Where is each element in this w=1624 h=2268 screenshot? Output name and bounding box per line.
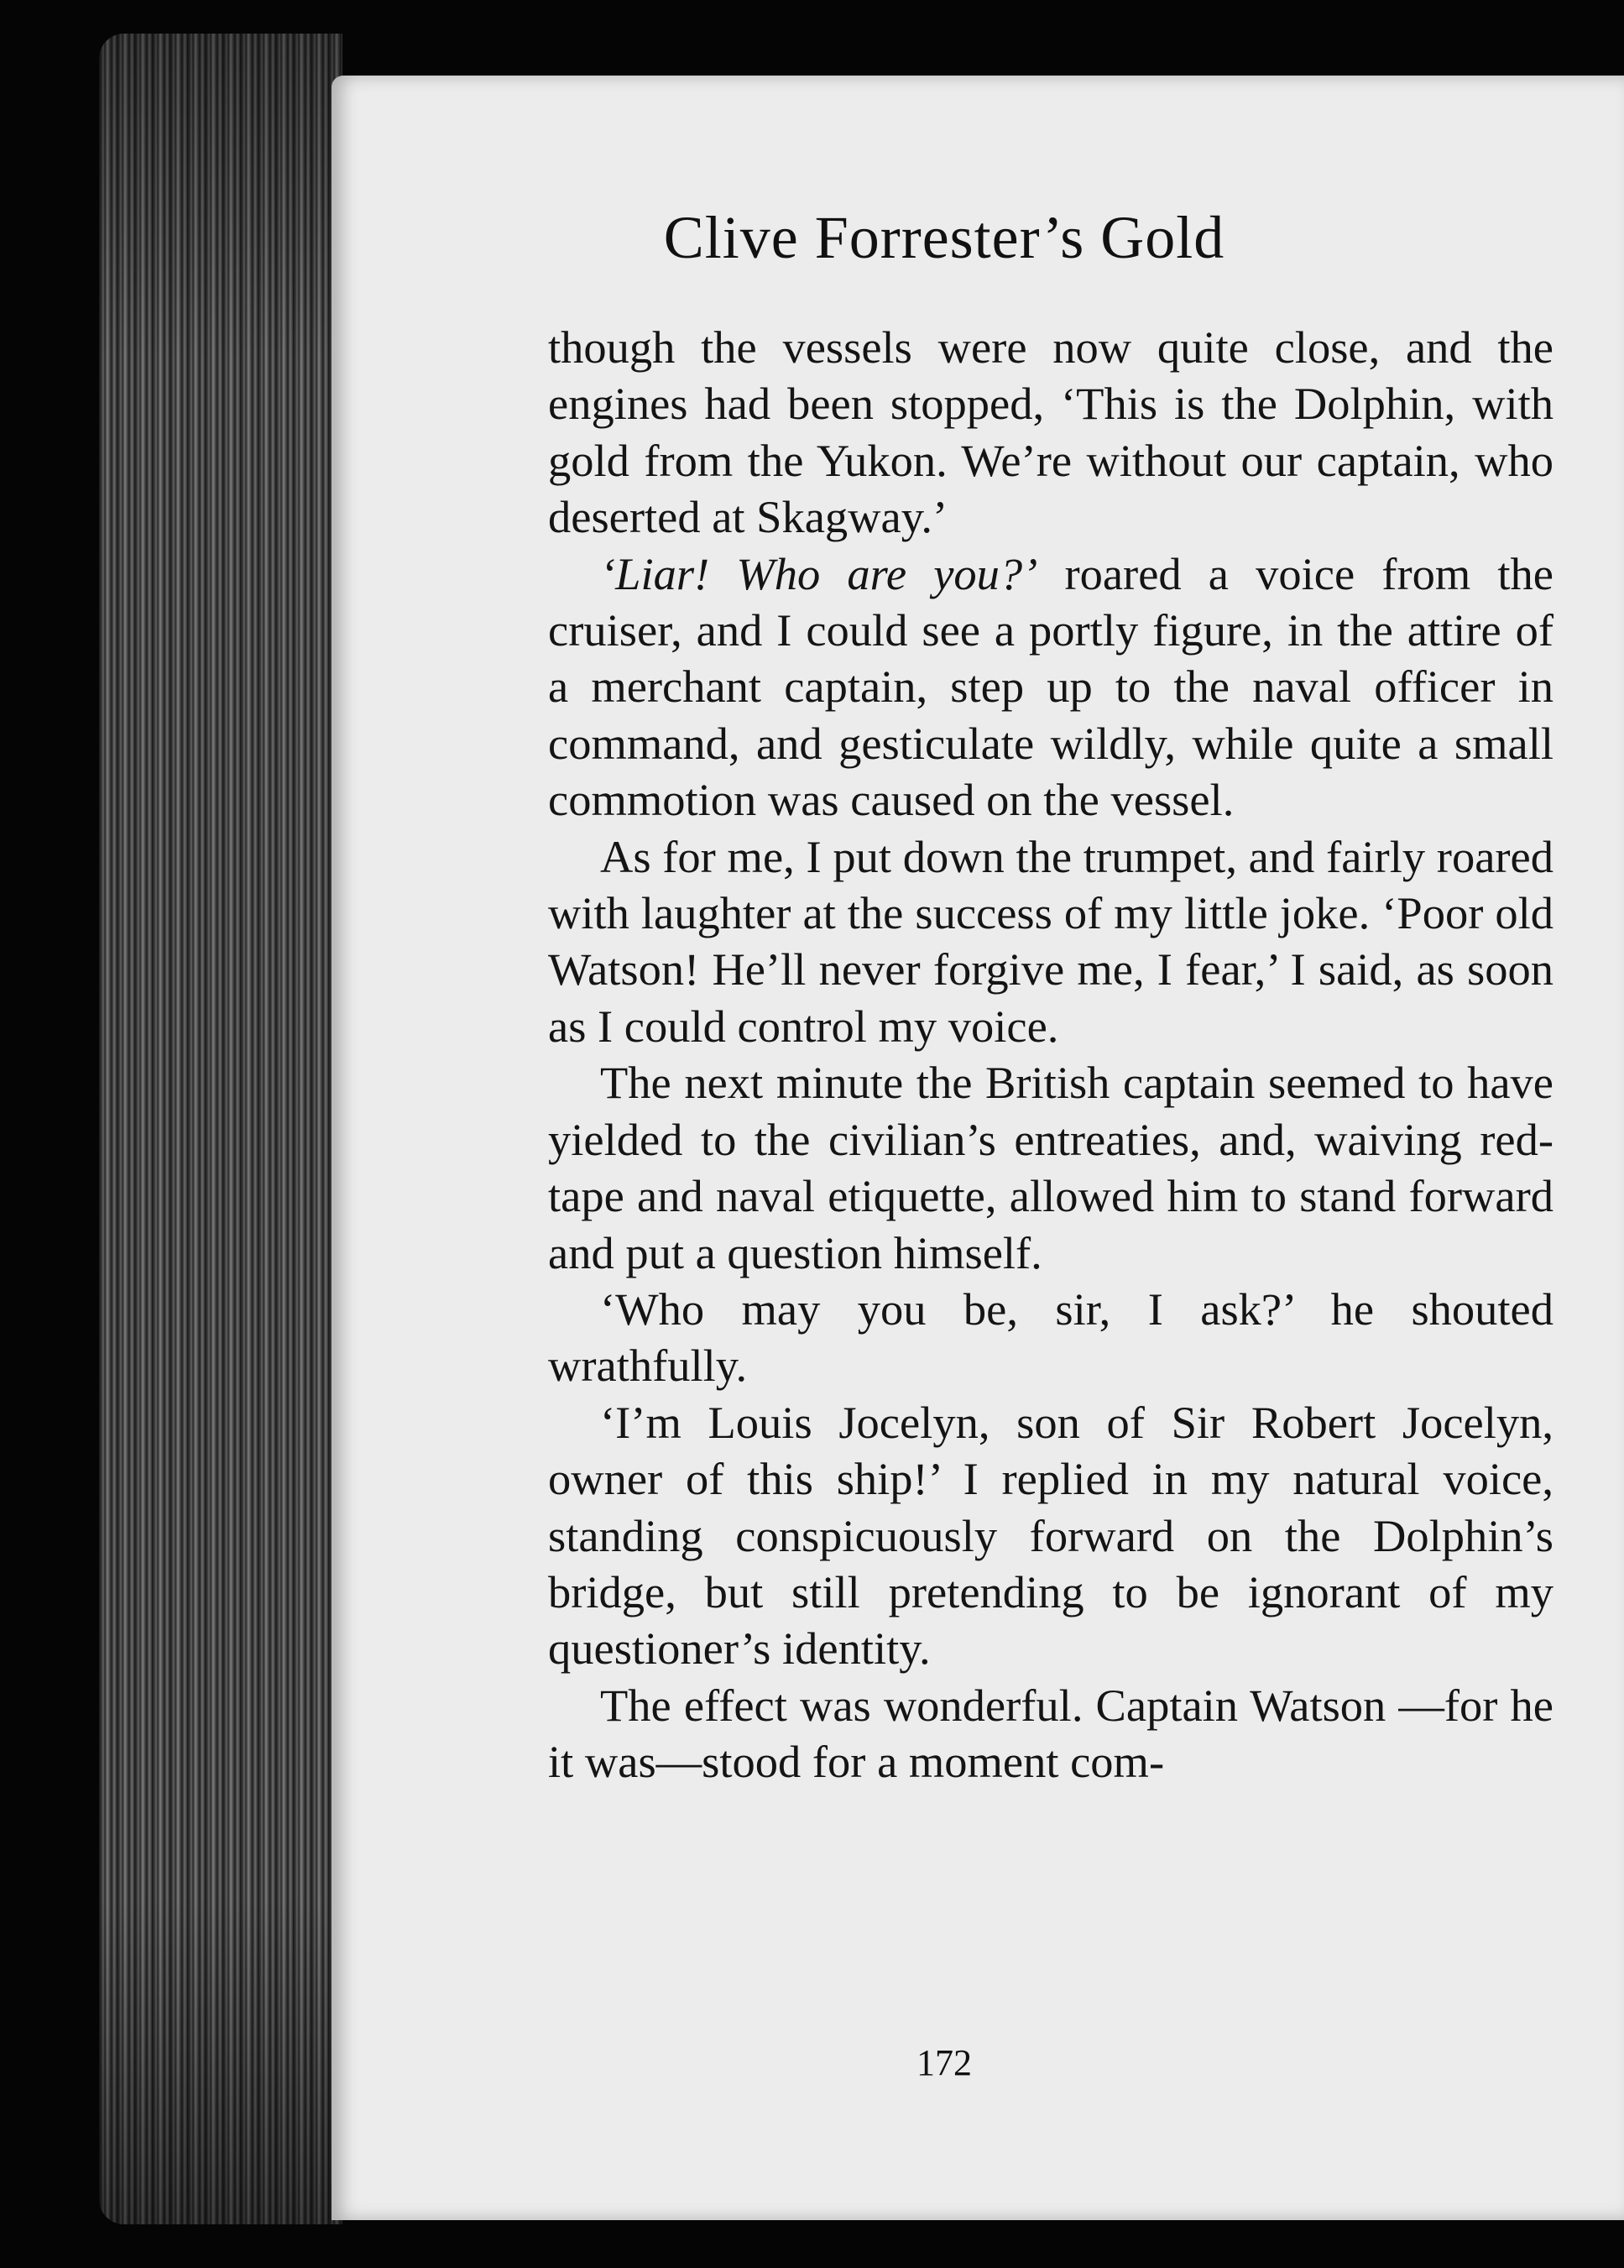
page-number: 172	[916, 2042, 972, 2083]
paragraph-6: ‘I’m Louis Jocelyn, son of Sir Robert Jocelyn, owner of this ship!’ I replied in my natural voice, standing conspicuously forward on the Dolphin’s bridge, but still pretending to be ignorant of my questioner’s identity.	[548, 1396, 1554, 1675]
paragraph-2-text: roared a voice from the cruiser, and I could see a portly figure, in the attire of a merchant captain, step up to the naval officer in command, and gesticulate wildly, while quite a small commotion was caused on the vessel.	[548, 547, 1554, 826]
book-page	[332, 76, 1624, 2220]
paragraph-4: The next minute the British captain seemed to have yielded to the civilian’s entreaties, and, waiving red-tape and naval etiquette, allowed him to stand forward and put a question himself.	[548, 1057, 1554, 1278]
running-head: Clive Forrester’s Gold	[663, 204, 1225, 271]
paragraph-7: The effect was wonderful. Captain Watson —for he it was—stood for a moment com-	[548, 1679, 1554, 1788]
body-text	[548, 319, 1554, 1790]
book-page-edges	[99, 34, 342, 2224]
paragraph-5: ‘Who may you be, sir, I ask?’ he shouted wrathfully.	[548, 1283, 1554, 1392]
paragraph-3: As for me, I put down the trumpet, and fairly roared with laughter at the success of my little joke. ‘Poor old Watson! He’ll never forgive me, I fear,’ I said, as soon as I could control my voice.	[548, 830, 1554, 1052]
paragraph-2-italic: ‘Liar! Who are you?’	[600, 547, 1038, 599]
paragraph-1: though the vessels were now quite close, and the engines had been stopped, ‘This is the Dolphin, with gold from the Yukon. We’re without our captain, who deserted at Skagway.’	[548, 321, 1554, 543]
paragraph-2	[548, 546, 1554, 828]
